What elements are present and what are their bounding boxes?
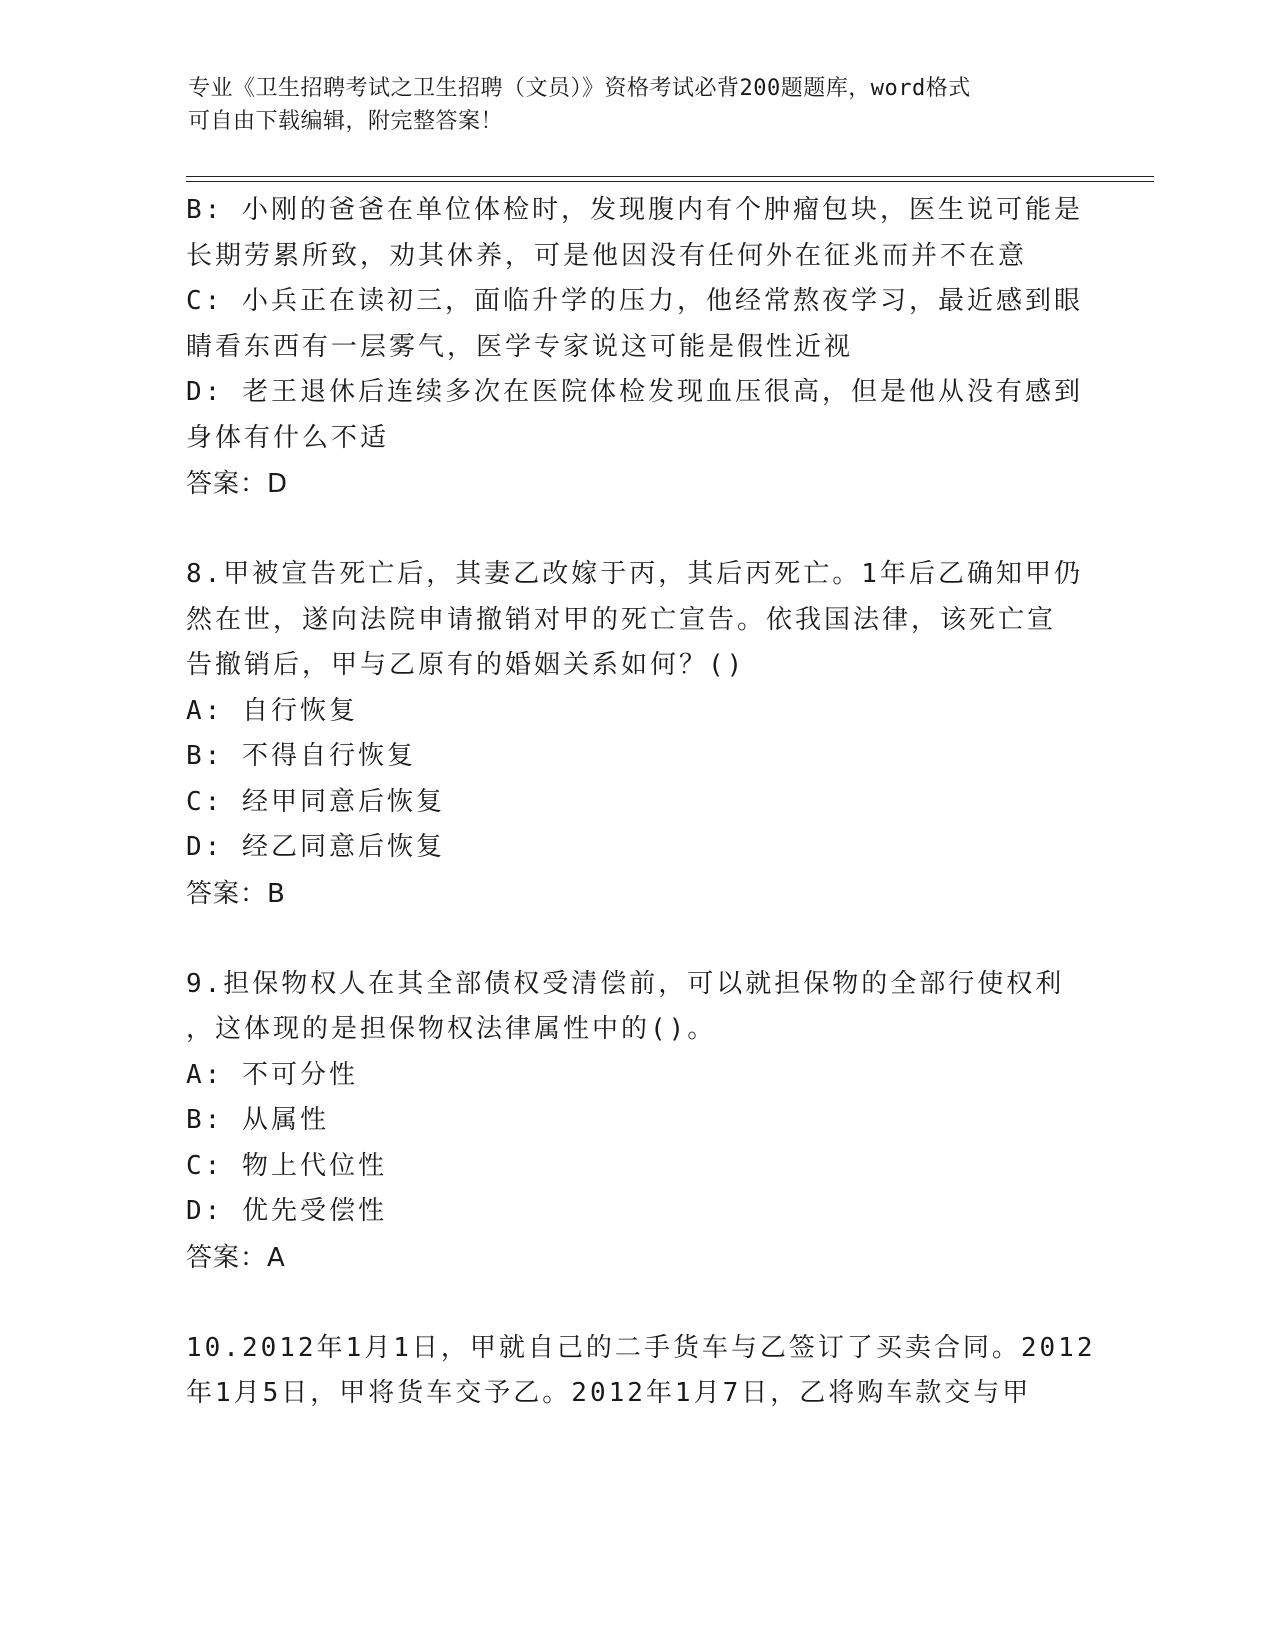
question-stem-line: 然在世，遂向法院申请撤销对甲的死亡宣告。依我国法律，该死亡宣 <box>186 604 1057 635</box>
option-a: A: 不可分性 <box>186 1059 358 1090</box>
question-spacer <box>186 1281 1086 1326</box>
question-7-continued <box>186 188 1086 507</box>
option-d: D: 优先受偿性 <box>186 1196 387 1226</box>
question-spacer <box>186 917 1086 962</box>
option-line: C: 小兵正在读初三，面临升学的压力，他经常熬夜学习，最近感到眼 <box>186 286 1083 316</box>
header-rule-bottom <box>186 181 1154 182</box>
option-line: 睛看东西有一层雾气，医学专家说这可能是假性近视 <box>186 331 854 362</box>
option-b: B: 不得自行恢复 <box>186 741 416 771</box>
question-stem-line: 8.甲被宣告死亡后，其妻乙改嫁于丙，其后丙死亡。1年后乙确知甲仍 <box>186 559 1083 589</box>
option-c: C: 经甲同意后恢复 <box>186 786 445 817</box>
header-line: 可自由下载编辑，附完整答案！ <box>188 109 504 134</box>
header-rule-top <box>186 176 1154 177</box>
question-stem-line: 10.2012年1月1日，甲就自己的二手货车与乙签订了买卖合同。2012 <box>186 1332 1096 1363</box>
header-line: 专业《卫生招聘考试之卫生招聘（文员）》资格考试必背200题题库，word格式 <box>188 76 971 101</box>
answer-label: 答案：A <box>186 1242 286 1273</box>
option-b: B: 从属性 <box>186 1105 329 1135</box>
option-line: D: 老王退休后连续多次在医院体检发现血压很高，但是他从没有感到 <box>186 377 1083 407</box>
question-spacer <box>186 507 1086 552</box>
option-c: C: 物上代位性 <box>186 1150 387 1181</box>
option-a: A: 自行恢复 <box>186 695 358 726</box>
option-d: D: 经乙同意后恢复 <box>186 832 445 862</box>
question-8 <box>186 552 1086 917</box>
question-stem-line: 9.担保物权人在其全部债权受清偿前，可以就担保物的全部行使权利 <box>186 968 1065 999</box>
answer-label: 答案：B <box>186 878 286 909</box>
question-stem-line: 年1月5日，甲将货车交予乙。2012年1月7日，乙将购车款交与甲 <box>186 1378 1032 1408</box>
question-stem-line: 告撤销后，甲与乙原有的婚姻关系如何？() <box>186 650 746 680</box>
option-line: B: 小刚的爸爸在单位体检时，发现腹内有个肿瘤包块，医生说可能是 <box>186 195 1083 225</box>
answer-label: 答案：D <box>186 469 289 499</box>
document-header <box>188 72 1088 138</box>
option-line: 长期劳累所致，劝其休养，可是他因没有任何外在征兆而并不在意 <box>186 240 1028 271</box>
question-10 <box>186 1326 1096 1417</box>
question-9 <box>186 962 1086 1281</box>
option-line: 身体有什么不适 <box>186 422 390 453</box>
document-body <box>186 188 1096 1417</box>
question-stem-line: ，这体现的是担保物权法律属性中的()。 <box>186 1014 717 1044</box>
